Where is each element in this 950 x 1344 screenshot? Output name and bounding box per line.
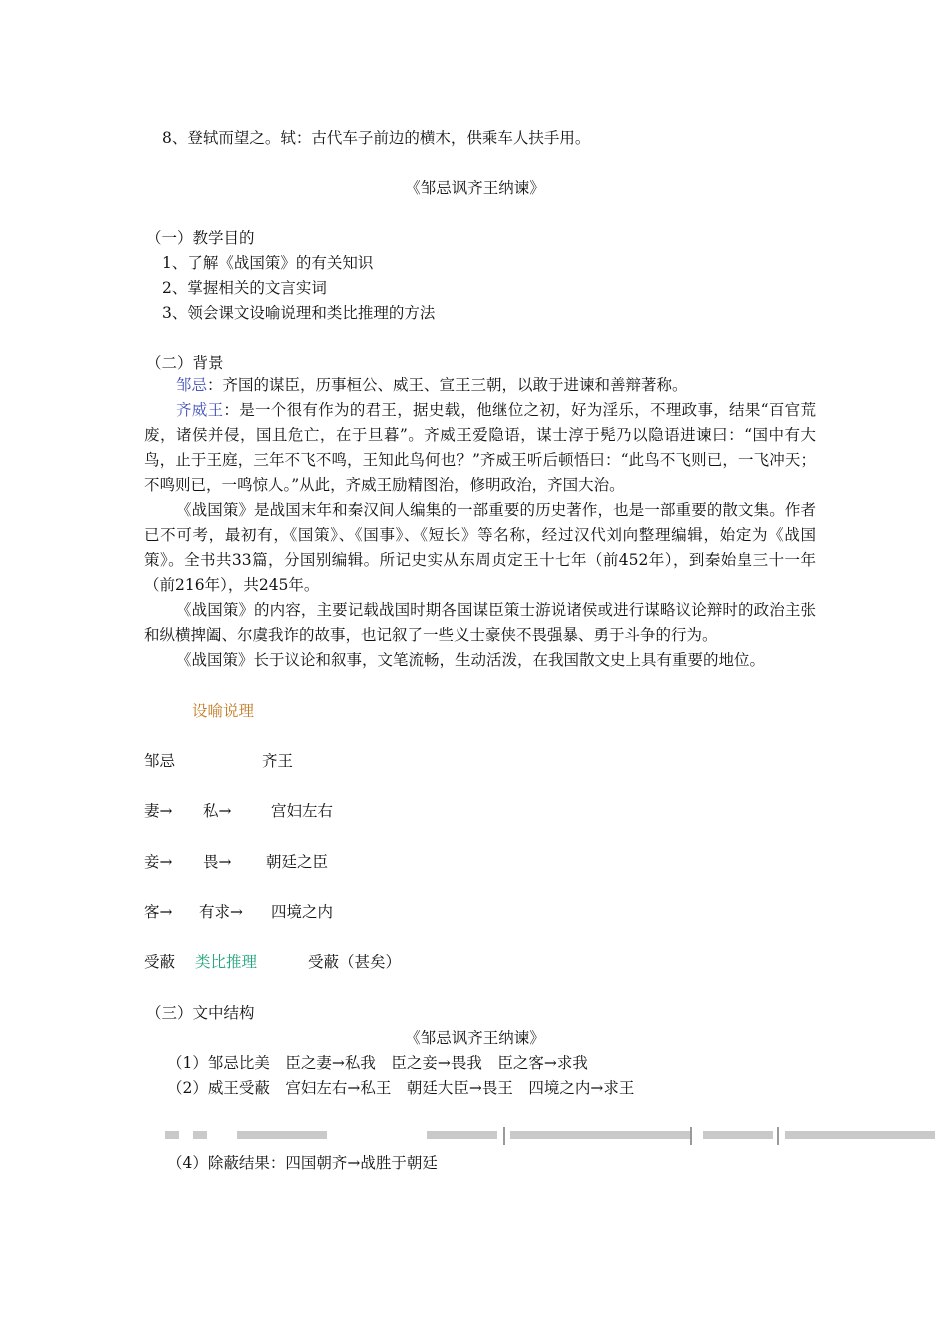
weiwang-text: ：是一个很有作为的君王，据史载，他继位之初，好为淫乐，不理政事，结果“百官荒废，诸侯并侵，国且危亡，在于旦暮”。齐威王爱隐语，谋士淳于髡乃以隐语进谏曰：“国中有大鸟，止于王庭，三年不飞不鸣，王知此鸟何也？”齐威王听后顿悟曰：“此鸟不飞则已，一飞冲天；不鸣则已，一鸣惊人。”从此，齐威王励精图治，修明政治，齐国大治。 (144, 401, 816, 494)
section2-heading: （二）背景 (146, 354, 224, 372)
analogy-conclusion-left: 受蔽 (144, 953, 176, 971)
section3-heading: （三）文中结构 (146, 1004, 255, 1022)
analogy-conclusion-right: 受蔽（甚矣） (308, 953, 402, 971)
list-item: 3、领会课文设喻说理和类比推理的方法 (162, 304, 436, 322)
structure-line-4: （4）除蔽结果：四国朝齐→战胜于朝廷 (167, 1154, 438, 1172)
analogy-row-c: 朝廷之臣 (266, 853, 329, 871)
structure-title: 《邹忌讽齐王纳谏》 (405, 1029, 545, 1047)
analogy-row-b: 私→ (203, 802, 232, 820)
analogy-row-c: 四境之内 (271, 903, 334, 921)
analogy-row-a: 妻→ (144, 802, 173, 820)
analogy-heading: 设喻说理 (192, 702, 255, 720)
zhanguoce-intro-paragraph: 《战国策》是战国末年和秦汉间人编集的一部重要的历史著作，也是一部重要的散文集。作者已不可考，最初有，《国策》、《国事》、《短长》等名称，经过汉代刘向整理编辑，始定为《战国策》。全书共33篇，分国别编辑。所记史实从东周贞定王十七年（前452年），到秦始皇三十一年（前216年），共245年。 (144, 501, 816, 594)
top-note: 8、登轼而望之。轼：古代车子前边的横木，供乘车人扶手用。 (162, 129, 591, 147)
analogy-row-b: 有求→ (199, 903, 243, 921)
analogy-row-a: 客→ (144, 903, 173, 921)
analogy-left-head: 邹忌 (144, 752, 176, 770)
analogy-row-c: 宫妇左右 (271, 802, 334, 820)
background-body (144, 373, 816, 673)
analogy-conclusion-mid: 类比推理 (195, 953, 258, 971)
analogy-right-head: 齐王 (262, 752, 294, 770)
zhanguoce-content-paragraph: 《战国策》的内容，主要记载战国时期各国谋臣策士游说诸侯或进行谋略议论辩时的政治主张和纵横捭阖、尔虞我诈的故事，也记叙了一些义士豪侠不畏强暴、勇于斗争的行为。 (144, 601, 816, 644)
weiwang-term: 齐威王 (176, 401, 224, 419)
analogy-row-a: 妾→ (144, 853, 173, 871)
analogy-row-b: 畏→ (203, 853, 232, 871)
obscured-line (165, 1125, 945, 1149)
zouji-paragraph (144, 373, 816, 398)
structure-line-2: （2）威王受蔽 宫妇左右→私王 朝廷大臣→畏王 四境之内→求王 (167, 1079, 635, 1097)
structure-line-1: （1）邹忌比美 臣之妻→私我 臣之妾→畏我 臣之客→求我 (167, 1054, 588, 1072)
zhanguoce-style-paragraph: 《战国策》长于议论和叙事，文笔流畅，生动活泼，在我国散文史上具有重要的地位。 (176, 651, 766, 669)
zouji-text: ：齐国的谋臣，历事桓公、威王、宣王三朝，以敢于进谏和善辩著称。 (207, 376, 688, 394)
zouji-term: 邹忌 (176, 376, 208, 394)
list-item: 2、掌握相关的文言实词 (162, 279, 327, 297)
list-item: 1、了解《战国策》的有关知识 (162, 254, 374, 272)
weiwang-paragraph (144, 398, 816, 498)
section1-heading: （一）教学目的 (146, 229, 255, 247)
page-title: 《邹忌讽齐王纳谏》 (405, 179, 545, 197)
